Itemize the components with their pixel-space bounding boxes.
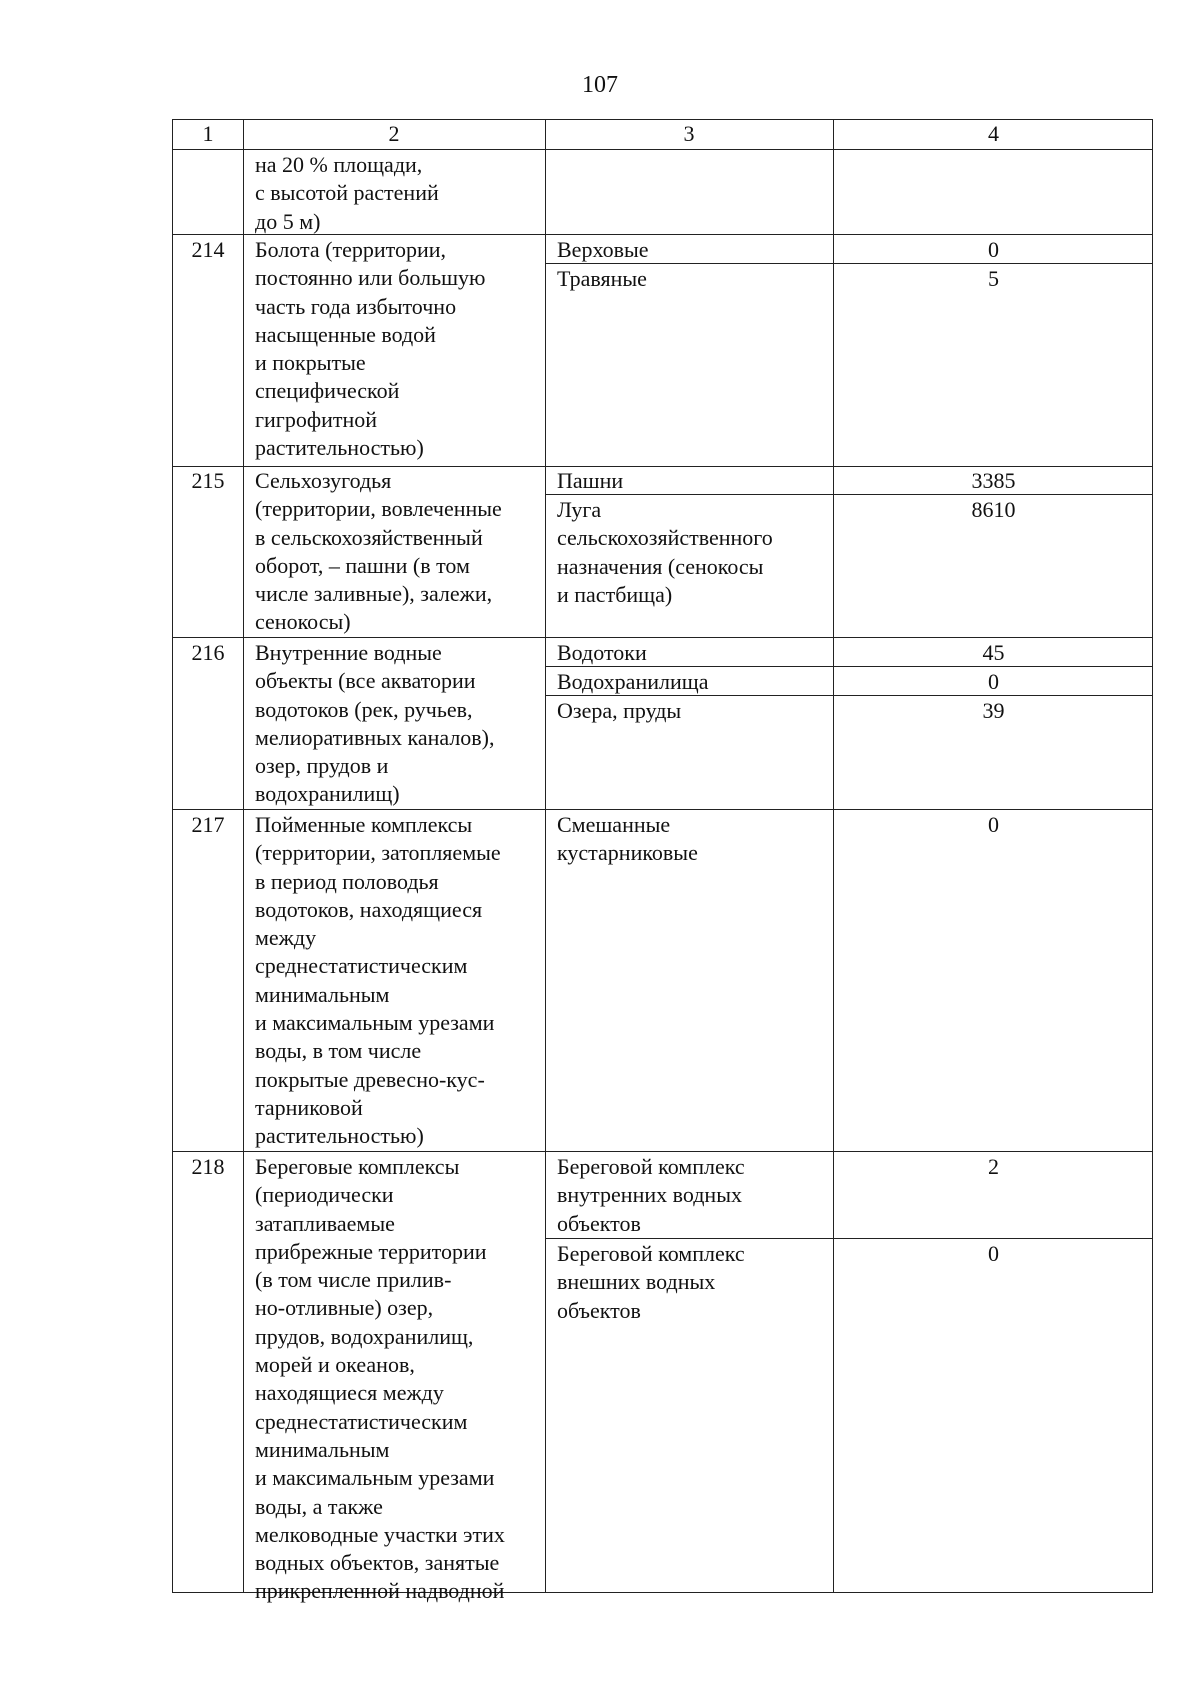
header-col-1: 1 <box>202 121 214 146</box>
subitem-value: 0 <box>988 812 999 837</box>
subrow-divider <box>545 494 1152 495</box>
subitem-type: Озера, пруды <box>557 698 682 723</box>
subitem-type: Смешанные кустарниковые <box>557 812 698 866</box>
page-number: 107 <box>582 72 618 98</box>
row-description: Береговые комплексы (периодически затапливаемые прибрежные территории (в том числе прилив- но-отливные) озер, прудов, водохранилищ, морей и океанов, находящиеся между среднестатистическим минимальным и максимальным урезами воды, а также мелководные участки этих водных объектов, занятые прикрепленной надводной <box>255 1154 505 1604</box>
subitem-type: Водохранилища <box>557 669 709 694</box>
data-table <box>172 119 1153 1604</box>
row-description: Внутренние водные объекты (все акватории водотоков (рек, ручьев, мелиоративных каналов), озер, прудов и водохранилищ) <box>255 640 495 807</box>
subitem-value: 8610 <box>971 497 1016 522</box>
subitem-type: Береговой комплекс внешних водных объектов <box>557 1241 745 1323</box>
subitem-type: Верховые <box>557 237 649 262</box>
subitem-value: 0 <box>988 669 999 694</box>
subitem-value: 5 <box>988 266 999 291</box>
column-divider <box>545 120 546 1592</box>
row-divider <box>173 1151 1152 1152</box>
column-divider <box>833 120 834 1592</box>
subitem-type: Пашни <box>557 468 624 493</box>
column-divider <box>243 120 244 1592</box>
header-col-4: 4 <box>988 121 999 146</box>
subitem-value: 39 <box>982 698 1005 723</box>
subitem-type: Водотоки <box>557 640 647 665</box>
subrow-divider <box>545 666 1152 667</box>
subitem-value: 2 <box>988 1154 999 1179</box>
row-number: 214 <box>191 237 225 262</box>
header-col-2: 2 <box>388 121 400 146</box>
subrow-divider <box>545 1238 1152 1239</box>
row-description: Болота (территории, постоянно или большую часть года избыточно насыщенные водой и покрытые специфической гигрофитной растительностью) <box>255 237 486 461</box>
row-description: Пойменные комплексы (территории, затопляемые в период половодья водотоков, находящиеся между среднестатистическим минимальным и максимальным урезами воды, в том числе покрытые древесно-кус- тарниковой растительностью) <box>255 812 501 1149</box>
subrow-divider <box>545 263 1152 264</box>
row-number: 217 <box>191 812 225 837</box>
subitem-type: Травяные <box>557 266 647 291</box>
row-number: 215 <box>191 468 225 493</box>
subitem-value: 3385 <box>971 468 1016 493</box>
row-divider <box>173 637 1152 638</box>
row-divider <box>173 149 1152 150</box>
subitem-value: 45 <box>982 640 1005 665</box>
subitem-type: Луга сельскохозяйственного назначения (сенокосы и пастбища) <box>557 497 773 607</box>
header-col-3: 3 <box>683 121 695 146</box>
subrow-divider <box>545 695 1152 696</box>
subitem-type: Береговой комплекс внутренних водных объектов <box>557 1154 745 1236</box>
continuation-description: на 20 % площади, с высотой растений до 5 м) <box>255 152 439 234</box>
row-number: 218 <box>191 1154 225 1179</box>
row-description: Сельхозугодья (территории, вовлеченные в сельскохозяйственный оборот, – пашни (в том числе заливные), залежи, сенокосы) <box>255 468 502 635</box>
row-divider <box>173 234 1152 235</box>
subitem-value: 0 <box>988 237 999 262</box>
row-divider <box>173 809 1152 810</box>
subitem-value: 0 <box>988 1241 999 1266</box>
row-number: 216 <box>191 640 225 665</box>
